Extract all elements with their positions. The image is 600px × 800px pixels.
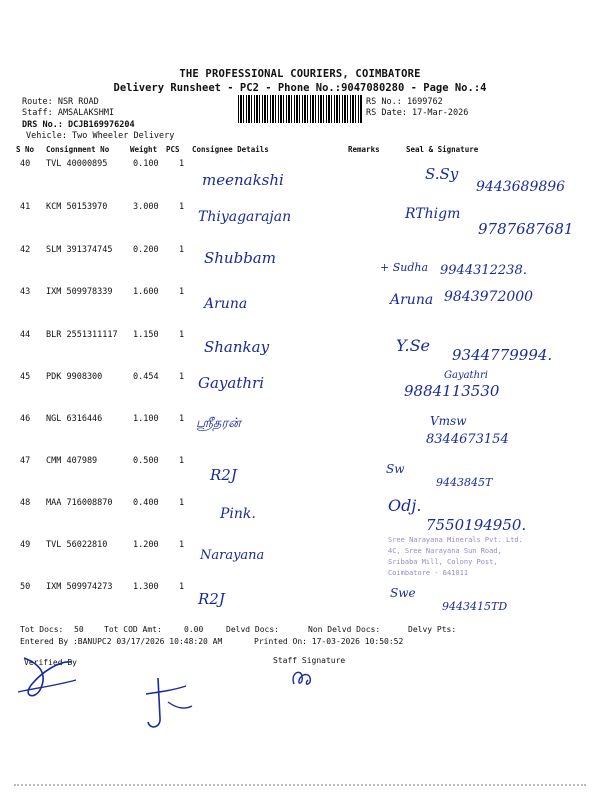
row-pcs: 1	[179, 330, 185, 340]
table-row	[0, 245, 600, 291]
row-sno: 50	[20, 582, 31, 592]
col-consignment: Consignment No	[46, 145, 110, 154]
drs-number: DRS No.: DCJB169976204	[22, 120, 135, 130]
col-seal: Seal & Signature	[406, 145, 479, 154]
table-row	[0, 372, 600, 418]
row-weight: 3.000	[133, 202, 159, 212]
row-pcs: 1	[179, 414, 185, 424]
table-row	[0, 287, 600, 333]
vehicle: Vehicle: Two Wheeler Delivery	[26, 131, 175, 141]
row-pcs: 1	[179, 582, 185, 592]
stamp-line: Coimbatore - 641011	[388, 569, 469, 577]
row-consignment: KCM 50153970	[46, 202, 108, 212]
col-remarks: Remarks	[348, 145, 380, 154]
row-weight: 0.454	[133, 372, 159, 382]
table-row	[0, 330, 600, 376]
row-phone: 8344673154	[426, 432, 509, 447]
rs-date: RS Date: 17-Mar-2026	[366, 108, 469, 118]
row-consignment: TVL 40000895	[46, 159, 108, 169]
row-pcs: 1	[179, 456, 185, 466]
table-row	[0, 582, 600, 628]
row-phone: 9443689896	[476, 179, 566, 195]
row-sno: 49	[20, 540, 31, 550]
row-consignee-handwriting: Thiyagarajan	[198, 209, 292, 225]
staff-signature-label: Staff Signature	[273, 656, 346, 665]
tot-docs: 50	[74, 625, 84, 634]
staff: Staff: AMSALAKSHMI	[22, 108, 115, 118]
table-row	[0, 456, 600, 502]
row-signature: Y.Se	[396, 336, 431, 355]
row-weight: 0.100	[133, 159, 159, 169]
row-pcs: 1	[179, 159, 185, 169]
stamp-line: Sribaba Mill, Colony Post,	[388, 558, 498, 566]
row-pcs: 1	[179, 540, 185, 550]
row-phone: 9944312238.	[440, 263, 527, 278]
row-signature: Vmsw	[430, 414, 467, 428]
non-delvd-docs: Non Delvd Docs:	[308, 625, 381, 634]
barcode	[238, 95, 362, 123]
printed-on: Printed On: 17-03-2026 10:50:52	[254, 637, 404, 646]
row-weight: 0.200	[133, 245, 159, 255]
table-row	[0, 159, 600, 205]
row-weight: 1.600	[133, 287, 159, 297]
row-consignment: SLM 391374745	[46, 245, 113, 255]
row-weight: 1.300	[133, 582, 159, 592]
row-phone: 9443415TD	[442, 600, 508, 613]
row-phone: 9884113530	[404, 382, 500, 400]
row-signature: Aruna	[390, 292, 434, 308]
rs-number: RS No.: 1699762	[366, 97, 443, 107]
row-consignee-handwriting: Shubbam	[204, 249, 276, 267]
row-pcs: 1	[179, 287, 185, 297]
col-consignee: Consignee Details	[192, 145, 269, 154]
row-consignee-handwriting: meenakshi	[202, 171, 284, 189]
row-consignment: TVL 56022810	[46, 540, 108, 550]
row-signature: RThigm	[405, 206, 461, 222]
entered-by: Entered By :BANUPC2 03/17/2026 10:48:20 AM	[20, 637, 223, 646]
row-signature: Swe	[390, 586, 416, 600]
row-consignment: IXM 509978339	[46, 287, 113, 297]
row-pcs: 1	[179, 372, 185, 382]
stamp-line: 4C, Sree Narayana Sun Road,	[388, 547, 502, 555]
row-sno: 46	[20, 414, 31, 424]
row-sno: 41	[20, 202, 31, 212]
row-consignment: MAA 716008870	[46, 498, 113, 508]
table-row	[0, 202, 600, 248]
row-phone: 9787687681	[478, 220, 574, 238]
row-weight: 0.400	[133, 498, 159, 508]
row-signature: Sw	[386, 462, 405, 476]
row-consignee-handwriting: R2J	[198, 590, 225, 608]
row-sno: 47	[20, 456, 31, 466]
row-sno: 45	[20, 372, 31, 382]
tot-docs-label: Tot Docs:	[20, 625, 64, 634]
row-phone: 7550194950.	[426, 516, 527, 534]
delvy-pts: Delvy Pts:	[408, 625, 457, 634]
company-stamp	[388, 535, 574, 579]
row-sno: 44	[20, 330, 31, 340]
row-signature: Odj.	[388, 496, 422, 515]
row-pcs: 1	[179, 245, 185, 255]
row-phone: 9344779994.	[452, 346, 553, 364]
row-consignment: CMM 407989	[46, 456, 98, 466]
row-weight: 1.100	[133, 414, 159, 424]
page-edge	[14, 784, 586, 786]
route: Route: NSR ROAD	[22, 97, 99, 107]
row-sno: 42	[20, 245, 31, 255]
row-pcs: 1	[179, 498, 185, 508]
col-weight: Weight	[130, 145, 158, 154]
row-signature: S.Sy	[425, 165, 459, 183]
row-consignment: IXM 509974273	[46, 582, 113, 592]
row-sno: 40	[20, 159, 31, 169]
row-weight: 1.150	[133, 330, 159, 340]
row-sno: 48	[20, 498, 31, 508]
row-consignment: BLR 2551311117	[46, 330, 118, 340]
row-consignee-handwriting: R2J	[210, 466, 237, 484]
verified-by-label: Verified By	[24, 658, 77, 667]
tot-cod: 0.00	[184, 625, 204, 634]
row-consignee-handwriting: ஸ்ரீதரன்	[196, 416, 241, 431]
delvd-docs: Delvd Docs:	[226, 625, 279, 634]
row-consignment: NGL 6316446	[46, 414, 103, 424]
tot-cod-label: Tot COD Amt:	[104, 625, 162, 634]
row-consignment: PDK 9908300	[46, 372, 103, 382]
row-consignee-handwriting: Gayathri	[198, 374, 264, 392]
row-consignee-handwriting: Narayana	[200, 548, 265, 563]
verifier-signature	[10, 650, 90, 705]
row-pcs: 1	[179, 202, 185, 212]
row-signature: Gayathri	[444, 370, 488, 381]
staff-signature	[286, 664, 318, 690]
row-consignee-handwriting: Aruna	[204, 296, 248, 312]
row-consignee-handwriting: Pink.	[220, 506, 256, 522]
col-sno: S No	[16, 145, 35, 154]
company-title: THE PROFESSIONAL COURIERS, COIMBATORE	[179, 68, 421, 80]
row-weight: 1.200	[133, 540, 159, 550]
table-row	[0, 414, 600, 460]
row-signature: + Sudha	[380, 261, 429, 274]
second-signature	[140, 672, 200, 734]
runsheet-title: Delivery Runsheet - PC2 - Phone No.:9047080280 - Page No.:4	[113, 82, 487, 94]
col-pcs: PCS	[166, 145, 180, 154]
stamp-line: Sree Narayana Minerals Pvt. Ltd.	[388, 536, 523, 544]
row-phone: 9443845T	[436, 476, 493, 489]
row-phone: 9843972000	[444, 289, 534, 305]
row-weight: 0.500	[133, 456, 159, 466]
row-sno: 43	[20, 287, 31, 297]
row-consignee-handwriting: Shankay	[204, 338, 270, 356]
